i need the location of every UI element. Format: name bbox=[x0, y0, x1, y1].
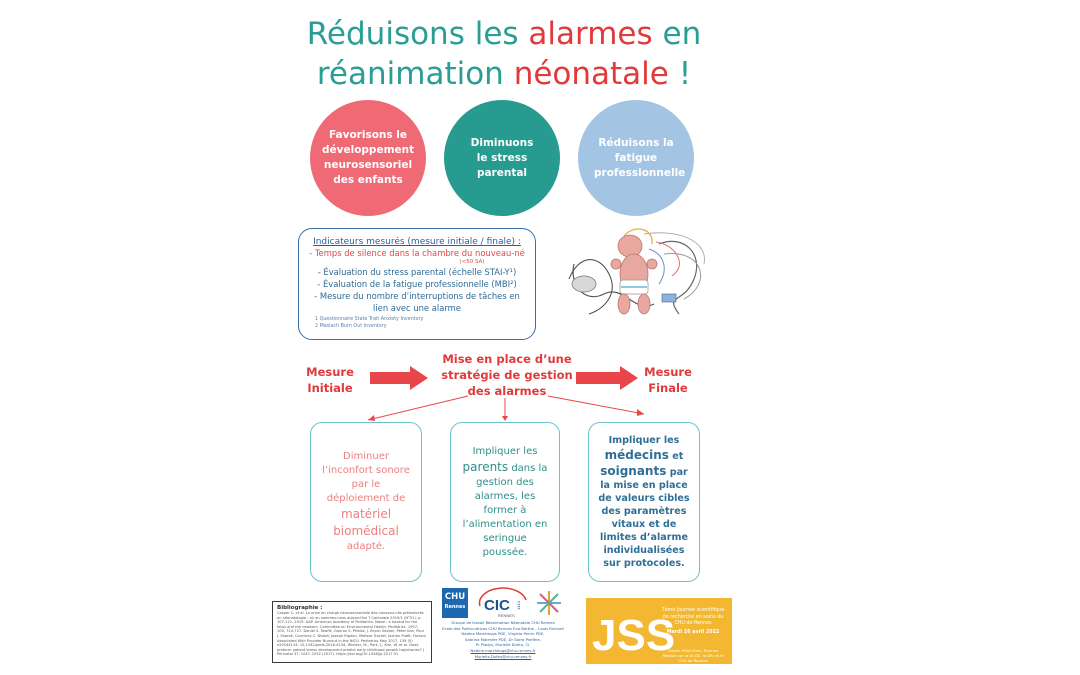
strategy-label: Mise en place d’une stratégie de gestion des alarmes bbox=[441, 352, 573, 398]
credit-email-1[interactable]: Nadine.marchbugs@chu-rennes.fr bbox=[470, 647, 536, 653]
indicator-silence-time: - Temps de silence dans la chambre du nouveau-né bbox=[309, 248, 525, 258]
jss-logo-icon bbox=[590, 602, 676, 660]
svg-text:1414: 1414 bbox=[516, 601, 521, 610]
indicator-parental-stress: - Évaluation du stress parental (échelle STAI-Y¹) bbox=[317, 267, 517, 277]
indicator-silence-unit: (<50 SA) bbox=[459, 259, 485, 265]
indicator-professional-fatigue: - Évaluation de la fatigue professionnelle (MBI²) bbox=[317, 279, 517, 289]
jss-location: Amphi Hôtel-Dieu, Rennes bbox=[668, 648, 718, 653]
goal-circle-parental-stress: Diminuons le stress parental bbox=[444, 100, 560, 216]
jss-title: 7ème Journée scientifique de recherche en soins du CHU de Rennes bbox=[661, 608, 725, 627]
svg-text:CIC: CIC bbox=[484, 597, 510, 614]
research-network-logo-icon bbox=[534, 588, 564, 618]
cic-rennes-logo bbox=[476, 588, 530, 620]
action-box-equipment: Diminuer l’inconfort sonore par le déploiement de matériel biomédical adapté. bbox=[310, 422, 422, 582]
action-box-parents: Impliquer les parents dans la gestion des alarmes, les former à l’alimentation en seringue poussée. bbox=[450, 422, 560, 582]
newborn-incubator-illustration bbox=[564, 224, 714, 328]
goal-circle-neurosensory: Favorisons le développement neurosensoriel des enfants bbox=[310, 100, 426, 216]
poster bbox=[268, 0, 740, 675]
indicators-heading: Indicateurs mesurés (mesure initiale / finale) : bbox=[313, 237, 521, 247]
mesure-initiale-label: Mesure Initiale bbox=[306, 365, 354, 395]
mesure-finale-label: Mesure Finale bbox=[644, 365, 692, 395]
svg-text:RENNES: RENNES bbox=[498, 613, 515, 618]
indicator-task-interruptions: - Mesure du nombre d’interruptions de tâches en lien avec une alarme bbox=[314, 291, 520, 313]
credits-block: Groupe de travail Réanimation Néonatale CHU Rennes Ecole des Puéricultrices CHU Rennes Eva Berthe – Louis Richard Nadine Marchbugs PDE, Virginie Perrin PDE, Sabrina Malenfer PDE, Dr Sarra Pinfière, Pr Pladys, Murielle Dufeu, Cl. Nadine.marchbugs@chu-rennes.fr Murielle.Dufeu@chu-rennes.fr bbox=[438, 620, 568, 659]
arrow-right-2 bbox=[576, 372, 620, 384]
action-box-caregivers: Impliquer les médecins et soignants par la mise en place de valeurs cibles des paramètres vitaux et de limites d’alarme individualisées sur protocoles. bbox=[588, 422, 700, 582]
title-line-2: réanimation néonatale ! bbox=[316, 56, 692, 92]
jss-event-banner bbox=[586, 598, 732, 664]
indicator-note-1: 1 Questionnaire State Trait Anxiety Inventory bbox=[315, 317, 424, 322]
bibliography-box bbox=[272, 601, 432, 663]
indicator-note-2: 2 Maslach Burn Out Inventory bbox=[315, 324, 387, 329]
chu-rennes-logo: CHU Rennes bbox=[442, 588, 468, 618]
title-line-1: Réduisons les alarmes en bbox=[306, 16, 702, 52]
svg-text:JSS: JSS bbox=[592, 611, 676, 660]
indicators-box bbox=[298, 228, 536, 340]
goal-circle-professional-fatigue: Réduisons la fatigue professionnelle bbox=[578, 100, 694, 216]
bibliography-title: Bibliographie : bbox=[277, 605, 323, 611]
poster-title bbox=[268, 14, 740, 94]
jss-organizers: Réalisé par la DCGS, la DRI et le CHU de Rennes bbox=[662, 653, 724, 663]
arrow-right-1 bbox=[370, 372, 410, 384]
jss-date: Mardi 26 avril 2022 bbox=[666, 629, 720, 635]
arrow-right-1-head bbox=[410, 366, 428, 390]
bibliography-text: Casper C. et al. La prise en charge neurosensorielle des nouveau-nés prématurés en néonatalogie : où en sommes-nous aujourd'hui ? Contraste 2019/1 (N°51), p. 107-121. 2019. AAP. American Academy of Pediatrics. Noise : a hazard for the fetus and the newborn. Committee on Environmental Health. Pediatrics. 1997; 100, 724-727. Daniel S. Tawfik, Gaurav S. Phibbs, J. Bryan Sexton, Peter Kan, Paul J. Sharek, Courtney C. Nisbet, Joseph Rigdon, Melissa Trockel, Jochen Profit. Factors Associated With Provider Burnout in the NICU. Pediatrics May 2017, 139 (5) e20164134; 10.1542/peds.2016-4134. Winkler, M., Park, J., Kim, W. et al. Does preterm patient stress development predict early childhood growth trajectories? J Perinatol 37, 1047–1052 (2017). https://doi.org/10.1038/jp.2017.91 bbox=[277, 611, 426, 657]
credit-email-2[interactable]: Murielle.Dufeu@chu-rennes.fr bbox=[474, 653, 532, 659]
